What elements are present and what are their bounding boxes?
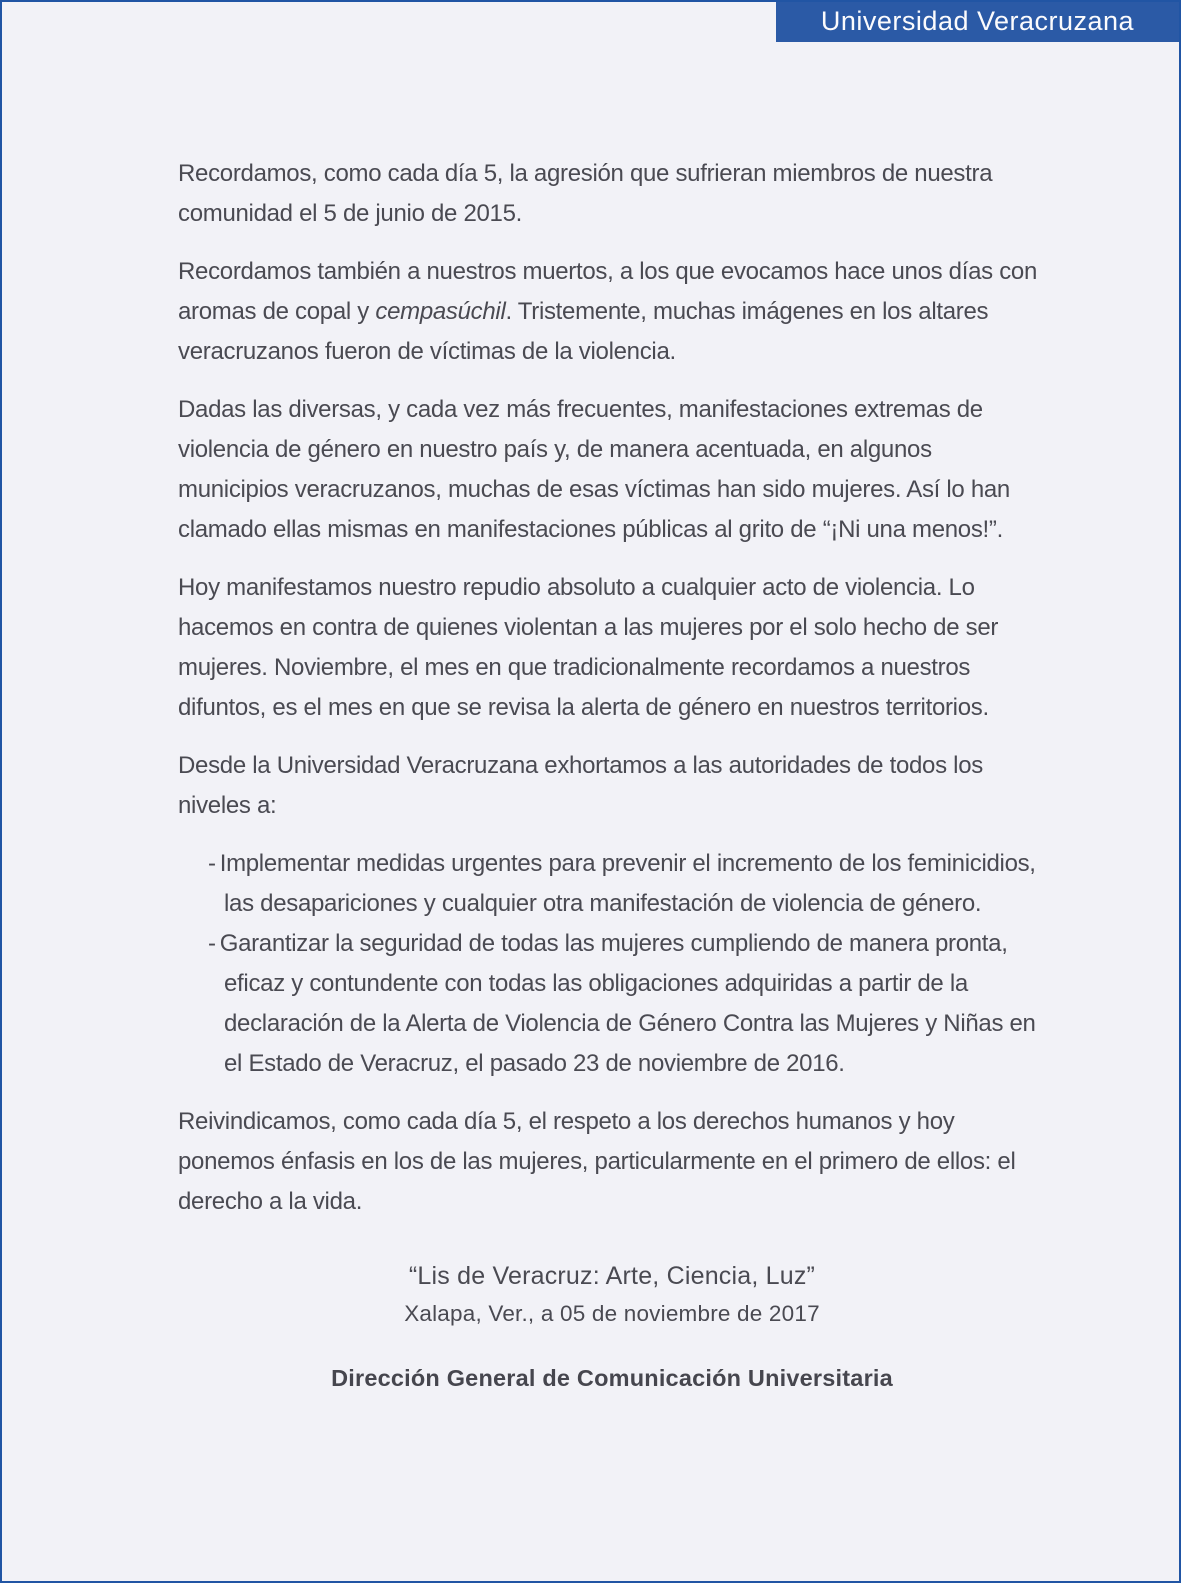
list-item [208,844,1046,924]
signature-block [178,1256,1046,1332]
list-item-text: Garantizar la seguridad de todas las mujeres cumpliendo de manera pronta, eficaz y contundente con todas las obligaciones adquiridas a partir de la declaración de la Alerta de Violencia de Género Contra las Mujeres y Niñas en el Estado de Veracruz, el pasado 23 de noviembre de 2016. [219,930,1036,1077]
document-body [178,154,1046,1398]
list-item [208,924,1046,1084]
body-paragraph-1: Recordamos, como cada día 5, la agresión que sufrieran miembros de nuestra comunidad el 5 de junio de 2015. [178,160,993,227]
university-brand-title: Universidad Veracruzana [820,5,1135,36]
university-header-banner [776,2,1179,42]
footer-credit: Dirección General de Comunicación Universitaria [331,1365,893,1391]
demands-list [208,844,1046,1084]
body-paragraph-4: Hoy manifestamos nuestro repudio absoluto a cualquier acto de violencia. Lo hacemos en contra de quienes violentan a las mujeres por el solo hecho de ser mujeres. Noviembre, el mes en que tradicionalmente recordamos a nuestros difuntos, es el mes en que se revisa la alerta de género en nuestros territorios. [178,574,999,721]
paragraph-2-text-pre: Recordamos también a nuestros muertos, a los que evocamos hace unos días con aromas de copal y [178,258,1038,325]
list-item-text: Implementar medidas urgentes para prevenir el incremento de los feminicidios, las desapariciones y cualquier otra manifestación de violencia de género. [219,850,1036,917]
body-paragraph-5: Desde la Universidad Veracruzana exhortamos a las autoridades de todos los niveles a: [178,752,983,819]
list-item-dash-marker: - [208,850,216,877]
list-item-dash-marker: - [208,930,216,957]
institutional-motto: “Lis de Veracruz: Arte, Ciencia, Luz” [408,1262,816,1290]
dateline: Xalapa, Ver., a 05 de noviembre de 2017 [404,1301,820,1326]
body-paragraph-3: Dadas las diversas, y cada vez más frecuentes, manifestaciones extremas de violencia de género en nuestro país y, de manera acentuada, en algunos municipios veracruzanos, muchas de esas víctimas han sido mujeres. Así lo han clamado ellas mismas en manifestaciones públicas al grito de “¡Ni una menos!”. [178,396,1010,543]
body-paragraph-6: Reivindicamos, como cada día 5, el respeto a los derechos humanos y hoy ponemos énfasis en los de las mujeres, particularmente en el primero de ellos: el derecho a la vida. [178,1108,1016,1215]
paragraph-2-text-post: . Tristemente, muchas imágenes en los altares veracruzanos fueron de víctimas de la violencia. [178,298,989,365]
body-paragraph-2 [178,252,1046,372]
paragraph-2-italic-term: cempasúchil [375,298,506,325]
